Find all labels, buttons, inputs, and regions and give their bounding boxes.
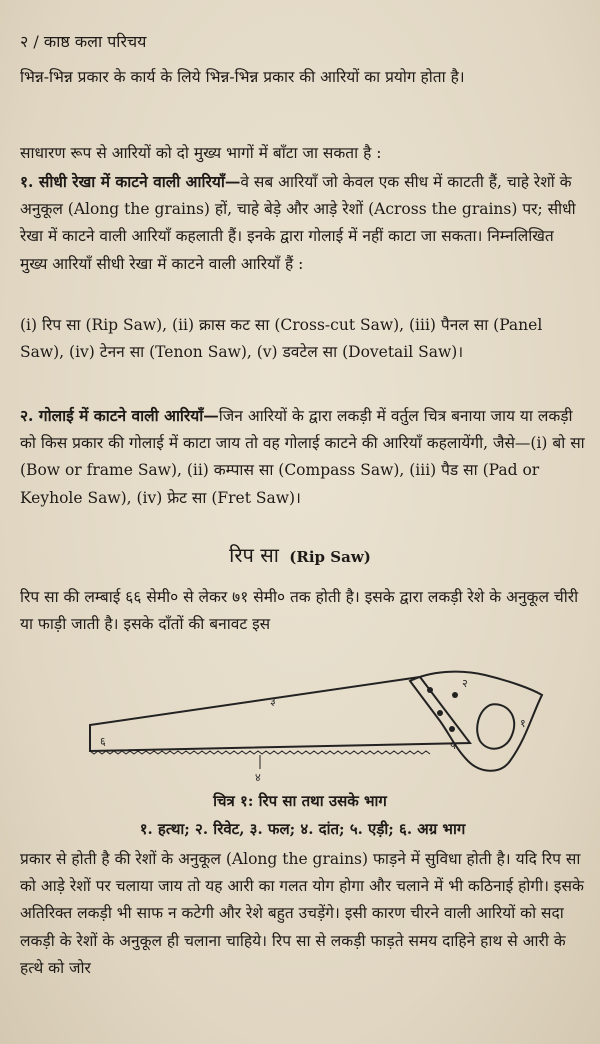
- figure-caption: चित्र १: रिप सा तथा उसके भाग: [213, 792, 387, 810]
- header-separator: /: [33, 32, 39, 51]
- rivet-1: [427, 687, 433, 693]
- handle-grip-hole: [477, 704, 514, 748]
- label-handle: १: [520, 717, 526, 730]
- label-blade: ३: [270, 695, 276, 708]
- label-heel: ५: [450, 739, 456, 752]
- section-text-curved: जिन आरियों के द्वारा लकड़ी में वर्तुल चित्र बनाया जाय या लकड़ी को किस प्रकार की गोलाई में काटा जाय तो वह गोलाई काटने की आरियाँ कहलायेंगी, जैसे—(i) बो सा (Bow or frame Saw), (ii) कम्पास सा (Compass Saw), (iii) पैड सा (Pad or Keyhole Saw), (iv) फ्रेट सा (Fret Saw)।: [20, 407, 585, 507]
- page-number: २: [20, 32, 29, 51]
- saw-blade: [90, 677, 470, 751]
- figure-parts-list: १. हत्था; २. रिवेट, ३. फल; ४. दांत; ५. एड़ी; ६. अग्र भाग: [139, 820, 466, 838]
- rip-saw-heading: [0, 541, 600, 568]
- paragraph-rip-saw: रिप सा की लम्बाई ६६ सेमी० से लेकर ७१ सेमी० तक होती है। इसके द्वारा लकड़ी रेशे के अनुकूल चीरी या फाड़ी जाती है। इसके दाँतों की बनावट इस: [20, 588, 579, 634]
- paragraph-division: साधारण रूप से आरियों को दो मुख्य भागों में बाँटा जा सकता है :: [20, 144, 382, 162]
- saw-teeth: [90, 751, 430, 754]
- running-title: काष्ठ कला परिचय: [43, 32, 147, 51]
- label-rivet: २: [462, 677, 468, 690]
- rivet-4: [449, 726, 455, 732]
- section-heading-curved: २. गोलाई में काटने वाली आरियाँ—: [20, 406, 219, 425]
- paragraph-straight-saws: [20, 168, 585, 278]
- rivet-3: [437, 710, 443, 716]
- paragraph-curved-saws: [20, 402, 585, 512]
- heading-hindi: रिप सा: [229, 543, 279, 567]
- label-tip: ६: [100, 735, 106, 748]
- heading-english: (Rip Saw): [289, 548, 371, 566]
- paragraph-intro: भिन्न-भिन्न प्रकार के कार्य के लिये भिन्न-भिन्न प्रकार की आरियों का प्रयोग होता है।: [20, 68, 465, 86]
- section-text-straight: वे सब आरियाँ जो केवल एक सीध में काटती हैं, चाहे रेशों के अनुकूल (Along the grains) हों, चाहे बेड़े और आड़े रेशों (Across the grains) पर; सीधी रेखा में काटने वाली आरियाँ कहलाती हैं। इनके द्वारा गोलाई में नहीं काटा जा सकता। निम्नलिखित मुख्य आरियाँ सीधी रेखा में काटने वाली आरियाँ हैं :: [20, 173, 576, 273]
- page-header: [20, 30, 146, 52]
- rivet-2: [452, 692, 458, 698]
- label-teeth: ४: [255, 771, 261, 784]
- rip-saw-illustration: [80, 665, 550, 785]
- section-heading-straight: १. सीधी रेखा में काटने वाली आरियाँ—: [20, 172, 241, 191]
- paragraph-straight-list: (i) रिप सा (Rip Saw), (ii) क्रास कट सा (Cross-cut Saw), (iii) पैनल सा (Panel Saw), (iv) टेनन सा (Tenon Saw), (v) डवटेल सा (Dovetail Saw)।: [20, 316, 543, 362]
- paragraph-rip-saw-usage: प्रकार से होती है की रेशों के अनुकूल (Along the grains) फाड़ने में सुविधा होती है। यदि रिप सा को आड़े रेशों पर चलाया जाय तो यह आरी का गलत योग होगा और चलाने में भी कठिनाई होगी। इसके अतिरिक्त लकड़ी भी साफ न कटेगी और रेशे बहुत उचड़ेंगे। इसी कारण चीरने वाली आरियों को सदा लकड़ी के रेशों के अनुकूल ही चलाना चाहिये। रिप सा से लकड़ी फाड़ते समय दाहिने हाथ से आरी के हत्थे को जोर: [20, 850, 584, 977]
